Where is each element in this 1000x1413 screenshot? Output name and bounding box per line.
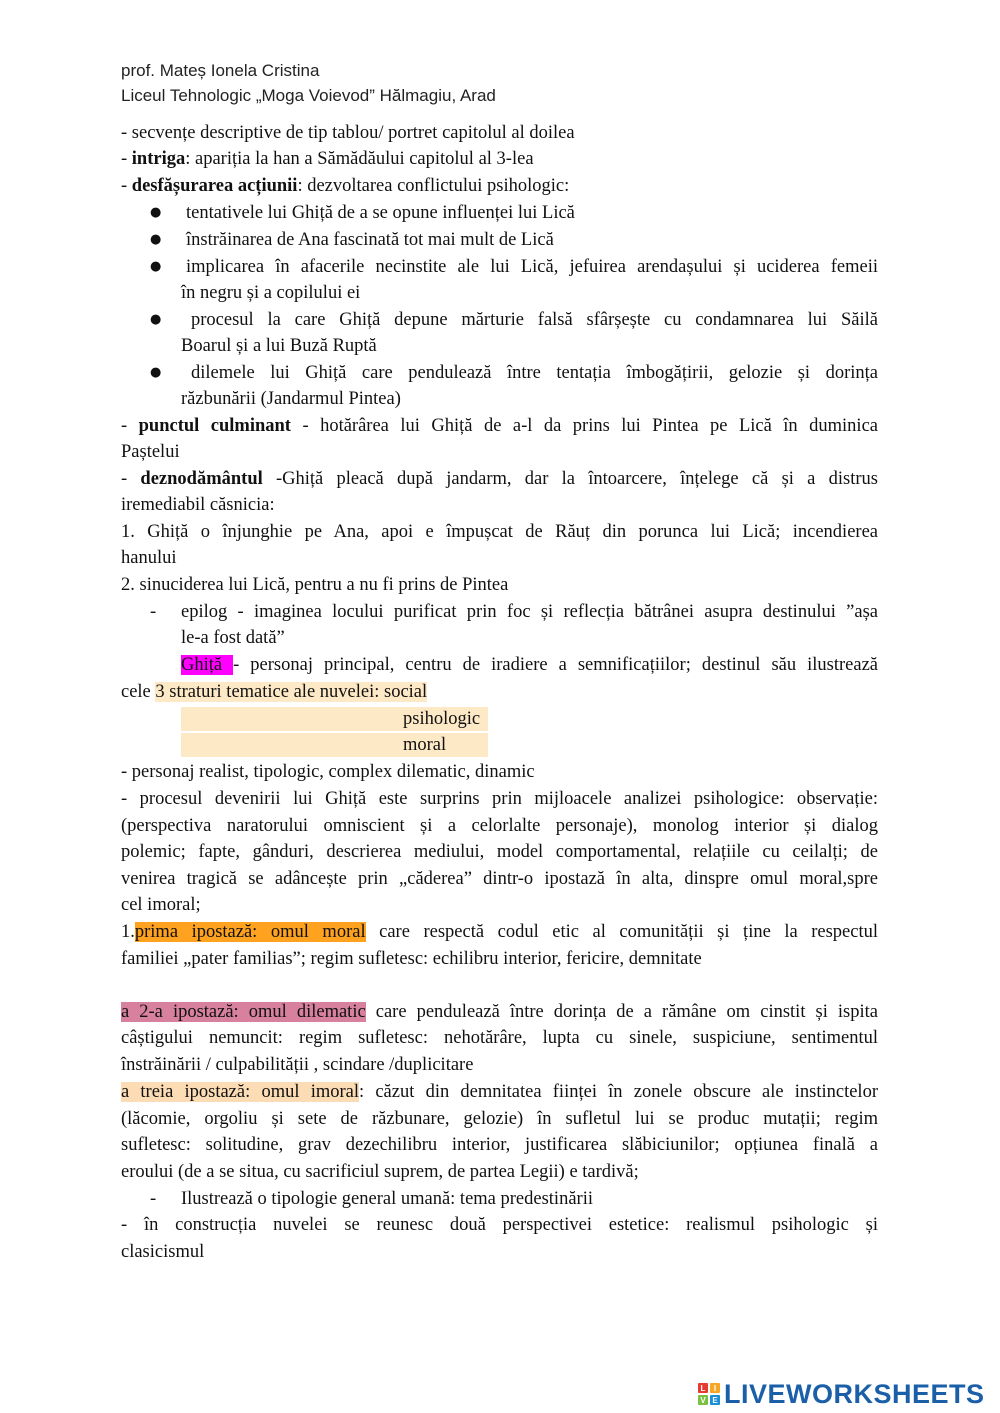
logo-mark-letter: L bbox=[698, 1383, 708, 1393]
dash-marker: - bbox=[150, 602, 157, 622]
logo-mark-letter: E bbox=[710, 1395, 720, 1405]
bullet-text: înstrăinarea de Ana fascinată tot mai mult de Lică bbox=[186, 230, 554, 250]
ipostaza-2-line: a 2-a ipostază: omul dilematic care pendulează între dorința de a rămâne om cinstit și ispita bbox=[121, 1002, 878, 1022]
text-line: - în construcția nuvelei se reunesc două perspectivei estetice: realismul psihologic și bbox=[121, 1215, 878, 1235]
bullet-text: tentativele lui Ghiță de a se opune influenței lui Lică bbox=[186, 203, 575, 223]
text-line: - personaj realist, tipologic, complex dilematic, dinamic bbox=[121, 762, 535, 782]
logo-icon bbox=[698, 1383, 720, 1405]
bullet-text: procesul la care Ghiță depune mărturie falsă sfârșește cu condamnarea lui Săilă bbox=[191, 310, 878, 330]
paragraph-line: venirea tragică se adâncește prin „căderea” dintr-o ipostază în alta, dinspre omul moral,spre bbox=[121, 869, 878, 889]
straturi-line: cele 3 straturi tematice ale nuvelei: social bbox=[121, 682, 428, 702]
intriga-line: - intriga: apariția la han a Sămădăului capitolul al 3-lea bbox=[121, 149, 534, 169]
highlight-ipostaza-2: a 2-a ipostază: omul dilematic bbox=[121, 1002, 366, 1022]
term-intriga: intriga bbox=[131, 149, 186, 169]
ghita-line: Ghiță - personaj principal, centru de iradiere a semnificațiilor; destinul său ilustrează bbox=[181, 655, 878, 675]
term-desfasurare: desfășurarea acțiunii bbox=[131, 176, 298, 196]
term-deznodamant: deznodământul bbox=[140, 469, 263, 489]
ipostaza-1-line: 1.prima ipostază: omul moral care respectă codul etic al comunității și ține la respectul bbox=[121, 922, 879, 942]
text-line: iremediabil căsnicia: bbox=[121, 495, 275, 515]
highlight-ipostaza-3: a treia ipostază: omul imoral bbox=[121, 1082, 359, 1102]
bullet-text: dilemele lui Ghiță care pendulează între tentația îmbogățirii, gelozie și dorința bbox=[191, 363, 878, 383]
text-line: 2. sinuciderea lui Lică, pentru a nu fi prins de Pintea bbox=[121, 575, 509, 595]
text-line: eroului (de a se situa, cu sacrificiul suprem, de partea Legii) e tardivă; bbox=[121, 1162, 639, 1182]
deznodamant-line: - deznodământul -Ghiță pleacă după jandarm, dar la întoarcere, înțelege că și a distrus bbox=[121, 469, 878, 489]
desfasurare-line: - desfășurarea acțiunii: dezvoltarea conflictului psihologic: bbox=[121, 176, 570, 196]
text-line: (lăcomie, orgoliu și sete de răzbunare, gelozie) în sufletul lui se produc mutații; regim bbox=[121, 1109, 878, 1129]
epilog-line: epilog - imaginea locului purificat prin foc și reflecția bătrânei asupra destinului ”așa bbox=[181, 602, 878, 622]
highlight-ipostaza-1: prima ipostază: omul moral bbox=[134, 922, 366, 942]
ipostaza-3-line: a treia ipostază: omul imoral: căzut din demnitatea ființei în zonele obscure ale instinctelor bbox=[121, 1082, 878, 1102]
paragraph-line: cel imoral; bbox=[121, 895, 201, 915]
bullet-text-cont: în negru și a copilului ei bbox=[181, 283, 361, 303]
bullet-icon: ● bbox=[150, 259, 162, 274]
text-line: familiei „pater familias”; regim sufletesc: echilibru interior, fericire, demnitate bbox=[121, 949, 702, 969]
liveworksheets-logo bbox=[698, 1377, 985, 1411]
text-line: clasicismul bbox=[121, 1242, 205, 1262]
text-line: Ilustrează o tipologie general umană: tema predestinării bbox=[181, 1189, 593, 1209]
punct-culminant-line: - punctul culminant - hotărârea lui Ghiță de a-l da prins lui Pintea pe Lică în duminica bbox=[121, 416, 878, 436]
bullet-text: implicarea în afacerile necinstite ale lui Lică, jefuirea arendașului și uciderea femeii bbox=[186, 257, 878, 277]
text-line: Paștelui bbox=[121, 442, 180, 462]
paragraph-line: polemic; fapte, gânduri, descrierea mediului, model comportamental, relațiile cu ceilalți; de bbox=[121, 842, 878, 862]
bullet-icon: ● bbox=[150, 312, 162, 327]
paragraph-line: (perspectiva naratorului omniscient și a celorlalte personaje), monolog interior și dialog bbox=[121, 816, 878, 836]
strat-moral: moral bbox=[403, 735, 447, 755]
bullet-icon: ● bbox=[150, 365, 162, 380]
logo-mark-letter: I bbox=[710, 1383, 720, 1393]
text-line: - secvențe descriptive de tip tablou/ portret capitolul al doilea bbox=[121, 123, 575, 143]
logo-mark-letter: V bbox=[698, 1395, 708, 1405]
school-line: Liceul Tehnologic „Moga Voievod” Hălmagiu, Arad bbox=[121, 86, 496, 105]
highlight-straturi: 3 straturi tematice ale nuvelei: social bbox=[155, 682, 428, 702]
text-line: câștigului nemuncit: regim sufletesc: nehotărâre, lupta cu sinele, suspiciune, sentimentul bbox=[121, 1028, 878, 1048]
term-punct-culminant: punctul culminant bbox=[138, 416, 291, 436]
text-line: 1. Ghiță o înjunghie pe Ana, apoi e împușcat de Răuț din porunca lui Lică; incendierea bbox=[121, 522, 878, 542]
bullet-icon: ● bbox=[150, 232, 162, 247]
text-line: sufletesc: solitudine, grav dezechilibru interior, justificarea slăbiciunilor; opțiunea finală a bbox=[121, 1135, 878, 1155]
strat-psihologic: psihologic bbox=[403, 709, 481, 729]
bullet-icon: ● bbox=[150, 205, 162, 220]
bullet-text-cont: răzbunării (Jandarmul Pintea) bbox=[181, 389, 401, 409]
logo-text: LIVEWORKSHEETS bbox=[724, 1378, 985, 1409]
text-line: hanului bbox=[121, 548, 177, 568]
text-line: înstrăinării / culpabilității , scindare /duplicitare bbox=[121, 1055, 474, 1075]
epilog-line-cont: le-a fost dată” bbox=[181, 628, 285, 648]
bullet-text-cont: Boarul și a lui Buză Ruptă bbox=[181, 336, 377, 356]
author-line: prof. Mateș Ionela Cristina bbox=[121, 61, 320, 80]
dash-marker: - bbox=[150, 1189, 157, 1209]
highlight-ghita: Ghiță bbox=[181, 655, 234, 675]
paragraph-line: - procesul devenirii lui Ghiță este surprins prin mijloacele analizei psihologice: observație: bbox=[121, 789, 878, 809]
